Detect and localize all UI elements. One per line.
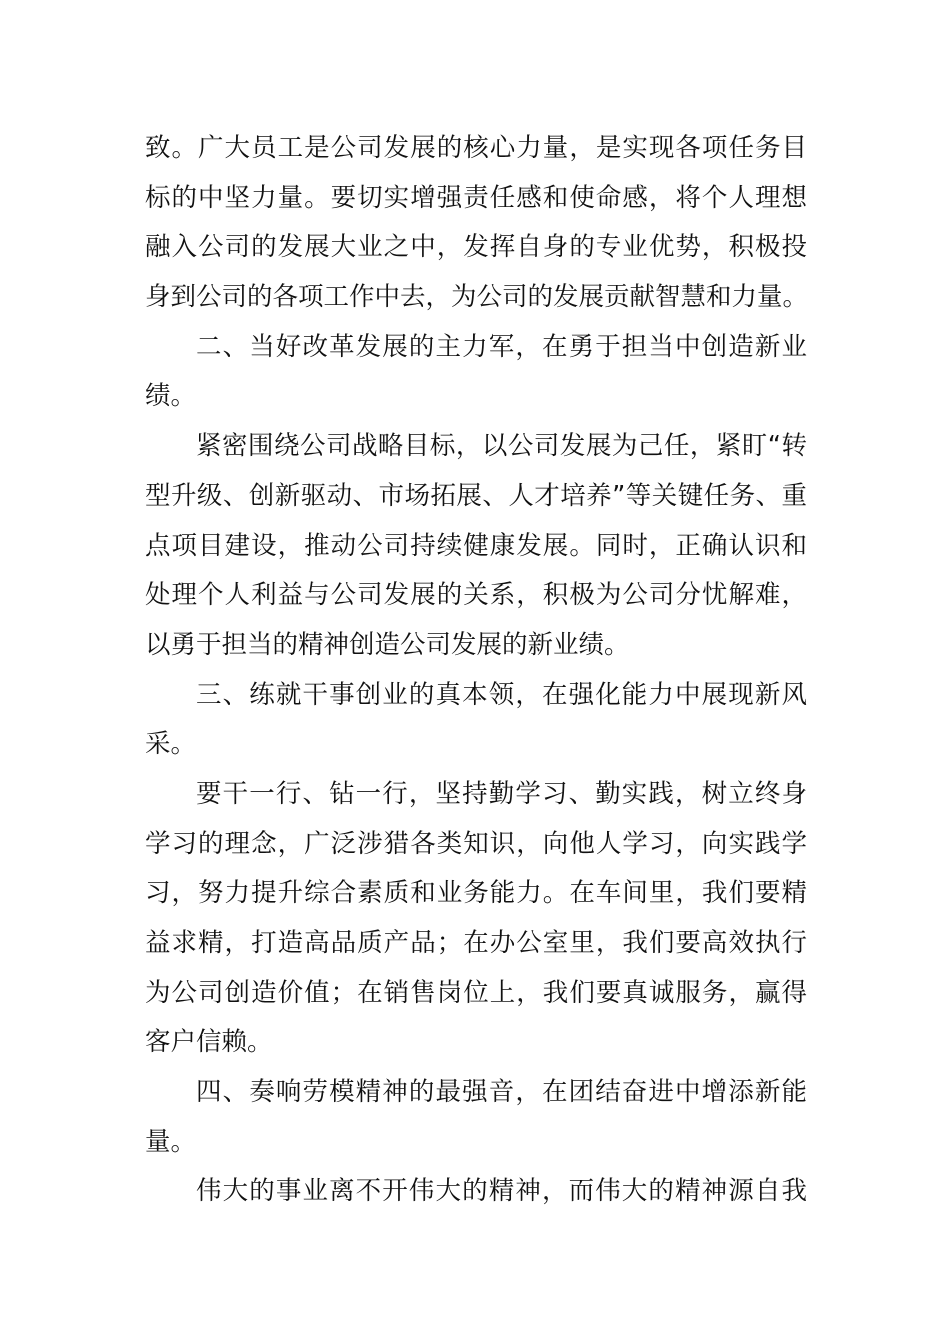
paragraph-first-line: 三、练就干事创业的真本领，在强化能力中展现新风 [196, 679, 807, 710]
text-line: 绩。 [145, 381, 197, 412]
text-line: 点项目建设，推动公司持续健康发展。同时，正确认识和 [145, 530, 807, 561]
paragraph-first-line: 紧密围绕公司战略目标，以公司发展为己任，紧盯“转 [196, 431, 807, 462]
paragraph-first-line: 四、奏响劳模精神的最强音，在团结奋进中增添新能 [196, 1077, 807, 1108]
text-line: 为公司创造价值；在销售岗位上，我们要真诚服务，赢得 [145, 977, 807, 1008]
text-line: 客户信赖。 [145, 1027, 273, 1058]
text-line: 量。 [145, 1126, 197, 1157]
text-line: 型升级、创新驱动、市场拓展、人才培养”等关键任务、重 [145, 480, 807, 511]
paragraph-first-line: 二、当好改革发展的主力军，在勇于担当中创造新业 [196, 331, 807, 362]
text-line: 采。 [145, 729, 197, 760]
text-line: 致。广大员工是公司发展的核心力量，是实现各项任务目 [145, 133, 807, 163]
text-line: 融入公司的发展大业之中，发挥自身的专业优势，积极投 [145, 232, 807, 263]
body-text [145, 124, 807, 1217]
text-line: 身到公司的各项工作中去，为公司的发展贡献智慧和力量。 [145, 282, 809, 313]
text-line: 学习的理念，广泛涉猎各类知识，向他人学习，向实践学 [145, 828, 807, 859]
text-line: 习，努力提升综合素质和业务能力。在车间里，我们要精 [145, 878, 807, 909]
text-line: 处理个人利益与公司发展的关系，积极为公司分忧解难， [145, 580, 807, 611]
text-line: 以勇于担当的精神创造公司发展的新业绩。 [145, 629, 630, 660]
text-line: 标的中坚力量。要切实增强责任感和使命感，将个人理想 [145, 182, 807, 213]
text-line: 益求精，打造高品质产品；在办公室里，我们要高效执行 [145, 928, 807, 958]
paragraph-first-line: 要干一行、钻一行，坚持勤学习、勤实践，树立终身 [196, 778, 807, 809]
paragraph-first-line: 伟大的事业离不开伟大的精神，而伟大的精神源自我 [196, 1176, 807, 1207]
